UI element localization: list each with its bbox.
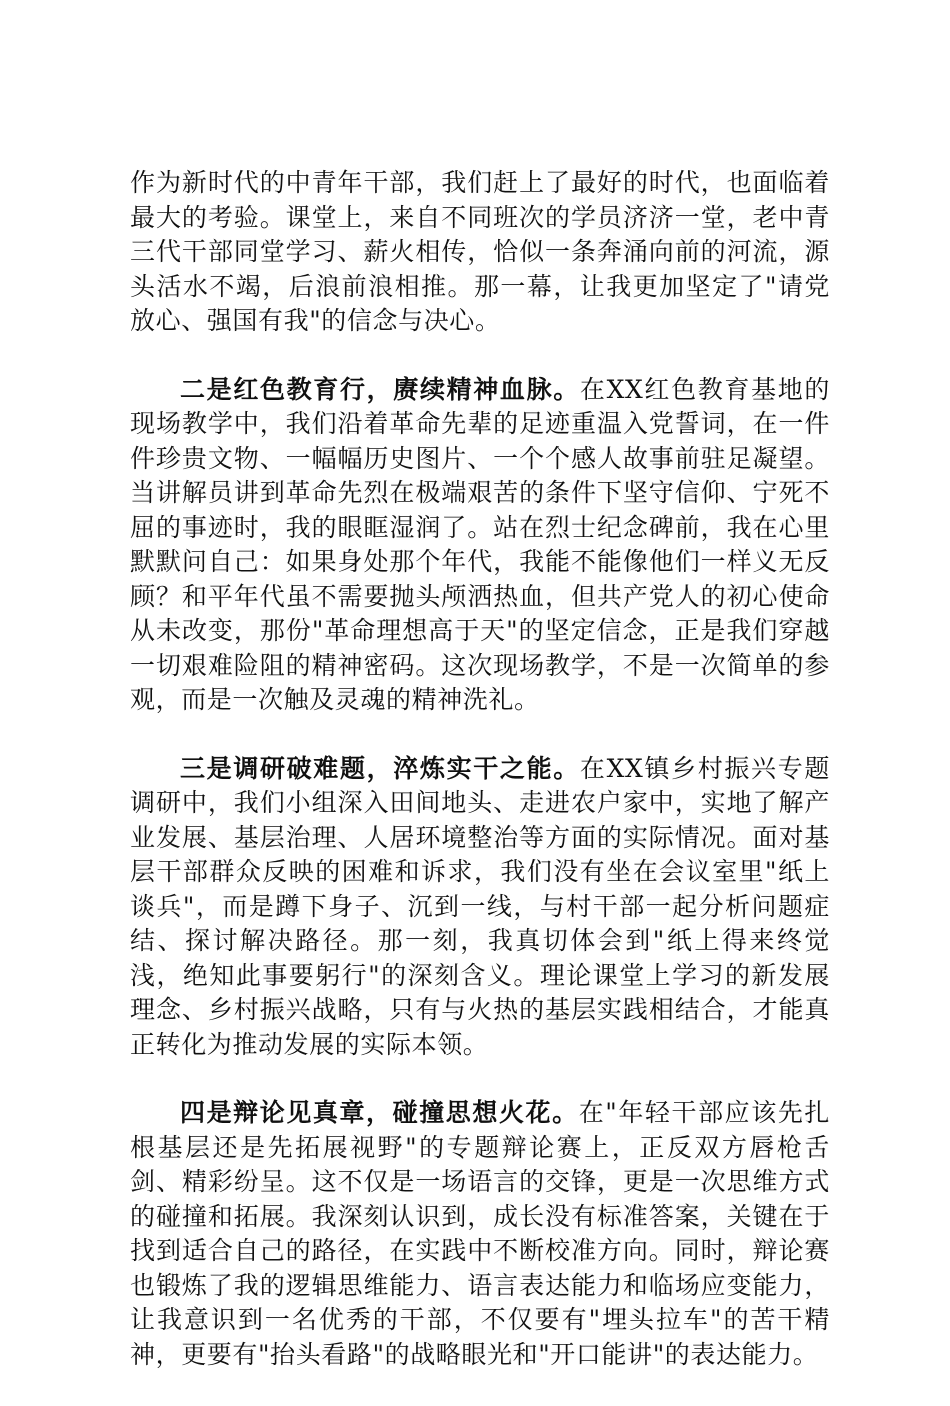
paragraph-1	[130, 166, 830, 339]
paragraph-4-body: 在"年轻干部应该先扎根基层还是先拓展视野"的专题辩论赛上，正反双方唇枪舌剑、精彩纷呈。这不仅是一场语言的交锋，更是一次思维方式的碰撞和拓展。我深刻认识到，成长没有标准答案，关键在于找到适合自己的路径，在实践中不断校准方向。同时，辩论赛也锻炼了我的逻辑思维能力、语言表达能力和临场应变能力，让我意识到一名优秀的干部，不仅要有"埋头拉车"的苦干精神，更要有"抬头看路"的战略眼光和"开口能讲"的表达能力。	[130, 1098, 830, 1369]
document-body	[130, 166, 830, 1406]
paragraph-3-body: 在XX镇乡村振兴专题调研中，我们小组深入田间地头、走进农户家中，实地了解产业发展、基层治理、人居环境整治等方面的实际情况。面对基层干部群众反映的困难和诉求，我们没有坐在会议室里"纸上谈兵"，而是蹲下身子、沉到一线，与村干部一起分析问题症结、探讨解决路径。那一刻，我真切体会到"纸上得来终觉浅，绝知此事要躬行"的深刻含义。理论课堂上学习的新发展理念、乡村振兴战略，只有与火热的基层实践相结合，才能真正转化为推动发展的实际本领。	[130, 753, 830, 1059]
paragraph-2	[130, 373, 830, 718]
paragraph-3-heading: 三是调研破难题，淬炼实干之能。	[180, 753, 580, 783]
paragraph-4-heading: 四是辩论见真章，碰撞思想火花。	[180, 1098, 579, 1127]
paragraph-2-heading: 二是红色教育行，赓续精神血脉。	[180, 374, 580, 404]
paragraph-1-body: 作为新时代的中青年干部，我们赶上了最好的时代，也面临着最大的考验。课堂上，来自不同班次的学员济济一堂，老中青三代干部同堂学习、薪火相传，恰似一条奔涌向前的河流，源头活水不竭，后浪前浪相推。那一幕，让我更加坚定了"请党放心、强国有我"的信念与决心。	[130, 168, 830, 335]
paragraph-2-body: 在XX红色教育基地的现场教学中，我们沿着革命先辈的足迹重温入党誓词，在一件件珍贵文物、一幅幅历史图片、一个个感人故事前驻足凝望。当讲解员讲到革命先烈在极端艰苦的条件下坚守信仰、宁死不屈的事迹时，我的眼眶湿润了。站在烈士纪念碑前，我在心里默默问自己：如果身处那个年代，我能不能像他们一样义无反顾？和平年代虽不需要抛头颅洒热血，但共产党人的初心使命从未改变，那份"革命理想高于天"的坚定信念，正是我们穿越一切艰难险阻的精神密码。这次现场教学，不是一次简单的参观，而是一次触及灵魂的精神洗礼。	[130, 374, 830, 714]
paragraph-4	[130, 1096, 830, 1372]
paragraph-3	[130, 752, 830, 1063]
